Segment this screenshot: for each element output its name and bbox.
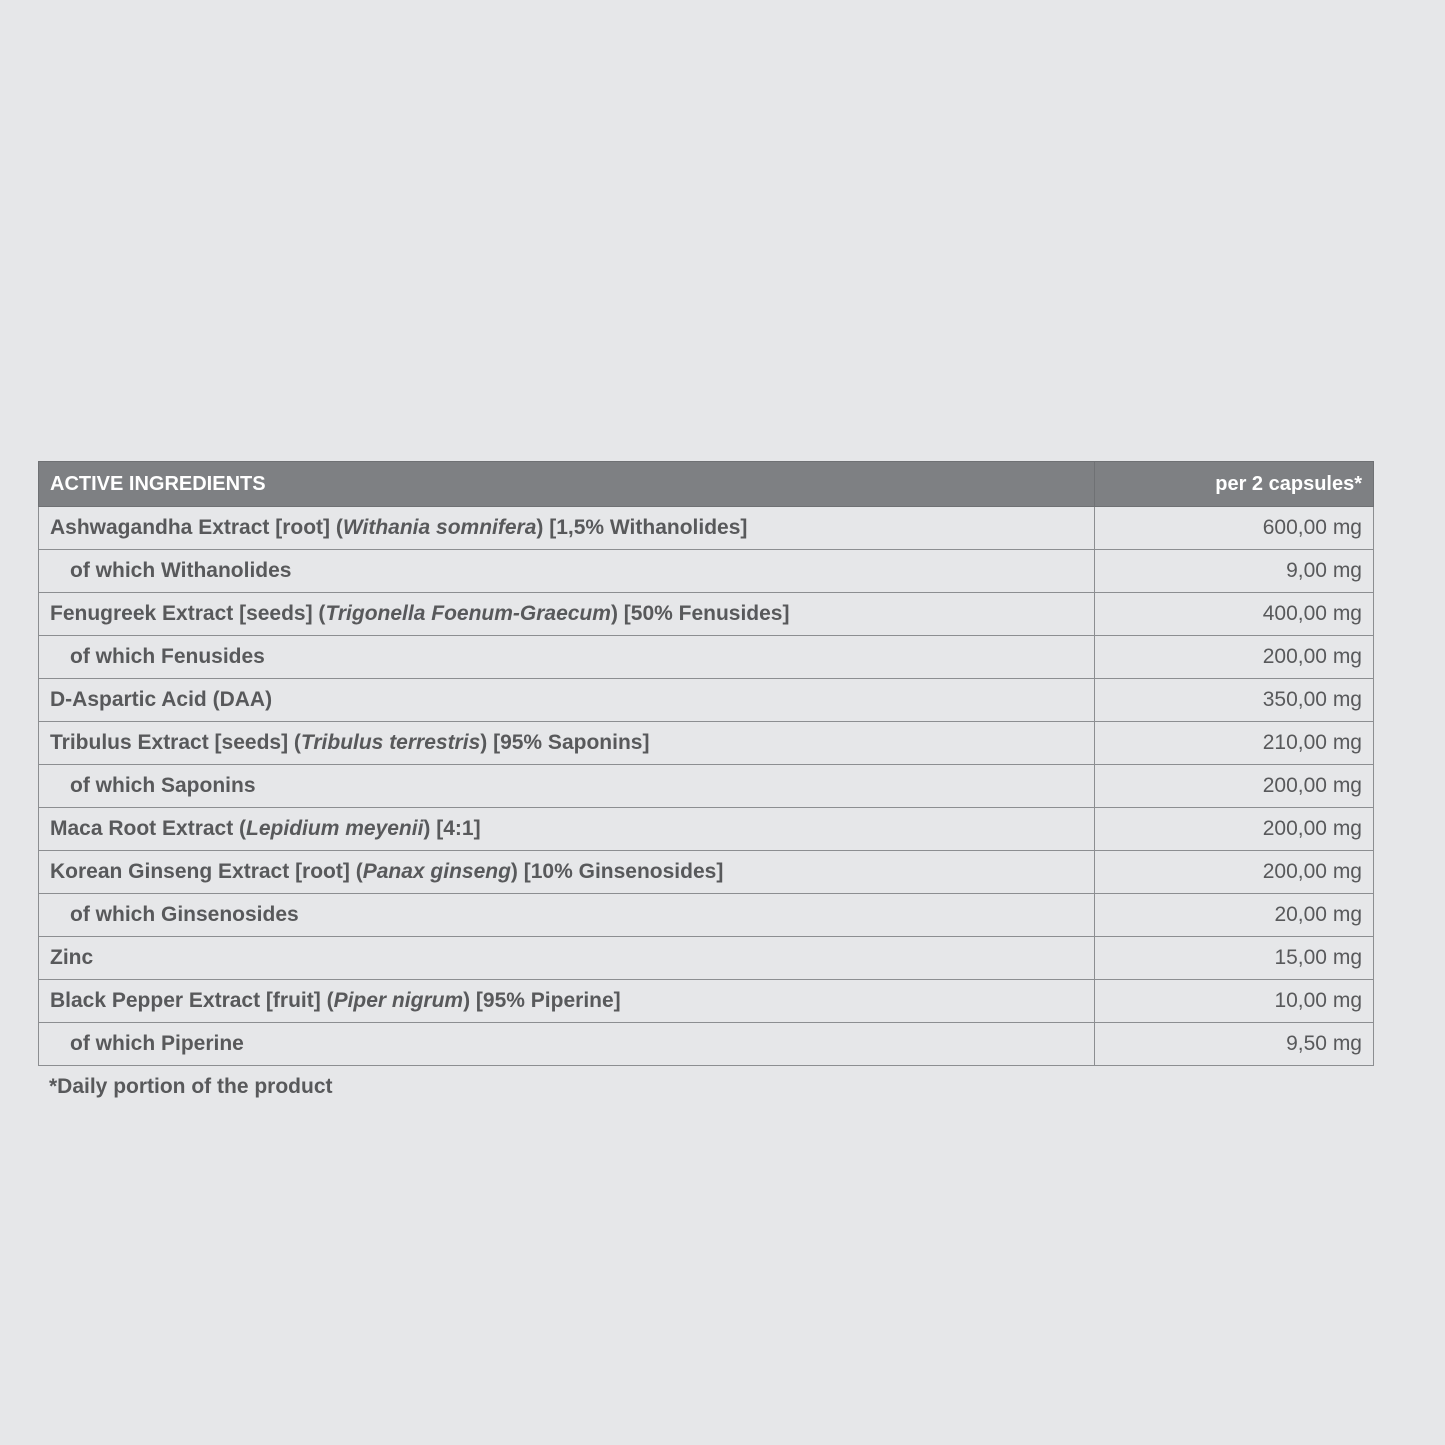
ingredient-name [39,722,1095,765]
ingredient-text: ) [50% Fenusides] [610,602,790,625]
sub-ingredient-name [39,765,1095,808]
table-row [39,507,1374,550]
table-header-row [39,462,1374,507]
ingredient-amount: 350,00 mg [1095,679,1374,722]
latin-name: Lepidium meyenii [246,817,424,840]
ingredient-text: of which Withanolides [70,559,292,582]
sub-ingredient-name [39,550,1095,593]
table-row [39,980,1374,1023]
table-row [39,679,1374,722]
ingredient-amount: 9,50 mg [1095,1023,1374,1066]
ingredient-amount: 600,00 mg [1095,507,1374,550]
latin-name: Panax ginseng [362,860,511,883]
latin-name: Tribulus terrestris [300,731,481,754]
table-row [39,894,1374,937]
ingredient-amount: 200,00 mg [1095,851,1374,894]
sub-ingredient-name [39,894,1095,937]
ingredient-amount: 200,00 mg [1095,765,1374,808]
ingredient-text: ) [4:1] [423,817,481,840]
ingredient-amount: 20,00 mg [1095,894,1374,937]
ingredient-name [39,679,1095,722]
ingredient-text: of which Piperine [70,1032,244,1055]
table-row [39,937,1374,980]
table-row [39,808,1374,851]
ingredient-text: Zinc [50,946,94,969]
ingredient-text: of which Fenusides [70,645,265,668]
ingredient-text: Maca Root Extract ( [50,817,247,840]
ingredient-name [39,808,1095,851]
table-row [39,722,1374,765]
ingredients-panel [38,461,1373,1099]
amount-column-header: per 2 capsules* [1095,462,1374,507]
table-row [39,1023,1374,1066]
ingredient-amount: 15,00 mg [1095,937,1374,980]
ingredient-text: Korean Ginseng Extract [root] ( [50,860,363,883]
latin-name: Piper nigrum [333,989,464,1012]
ingredient-text: ) [95% Saponins] [480,731,650,754]
ingredient-amount: 200,00 mg [1095,808,1374,851]
ingredient-text: Fenugreek Extract [seeds] ( [50,602,326,625]
ingredient-amount: 210,00 mg [1095,722,1374,765]
ingredient-text: Tribulus Extract [seeds] ( [50,731,301,754]
ingredient-amount: 200,00 mg [1095,636,1374,679]
ingredient-name [39,593,1095,636]
ingredient-text: ) [10% Ginsenosides] [510,860,724,883]
ingredient-name [39,851,1095,894]
table-row [39,593,1374,636]
ingredients-table-body [39,507,1374,1066]
ingredient-name [39,980,1095,1023]
ingredient-text: Ashwagandha Extract [root] ( [50,516,343,539]
ingredient-column-header: ACTIVE INGREDIENTS [39,462,1095,507]
ingredient-amount: 9,00 mg [1095,550,1374,593]
ingredient-name [39,507,1095,550]
sub-ingredient-name [39,1023,1095,1066]
table-row [39,765,1374,808]
ingredient-text: of which Ginsenosides [70,903,299,926]
table-row [39,636,1374,679]
table-row [39,851,1374,894]
table-row [39,550,1374,593]
footnote: *Daily portion of the product [49,1075,333,1098]
ingredient-text: D-Aspartic Acid (DAA) [50,688,273,711]
ingredient-name [39,937,1095,980]
ingredient-amount: 10,00 mg [1095,980,1374,1023]
ingredient-text: ) [1,5% Withanolides] [536,516,748,539]
sub-ingredient-name [39,636,1095,679]
ingredient-text: ) [95% Piperine] [463,989,621,1012]
ingredients-table [38,461,1374,1066]
ingredient-amount: 400,00 mg [1095,593,1374,636]
latin-name: Trigonella Foenum-Graecum [325,602,611,625]
latin-name: Withania somnifera [342,516,537,539]
ingredient-text: Black Pepper Extract [fruit] ( [50,989,334,1012]
ingredient-text: of which Saponins [70,774,256,797]
